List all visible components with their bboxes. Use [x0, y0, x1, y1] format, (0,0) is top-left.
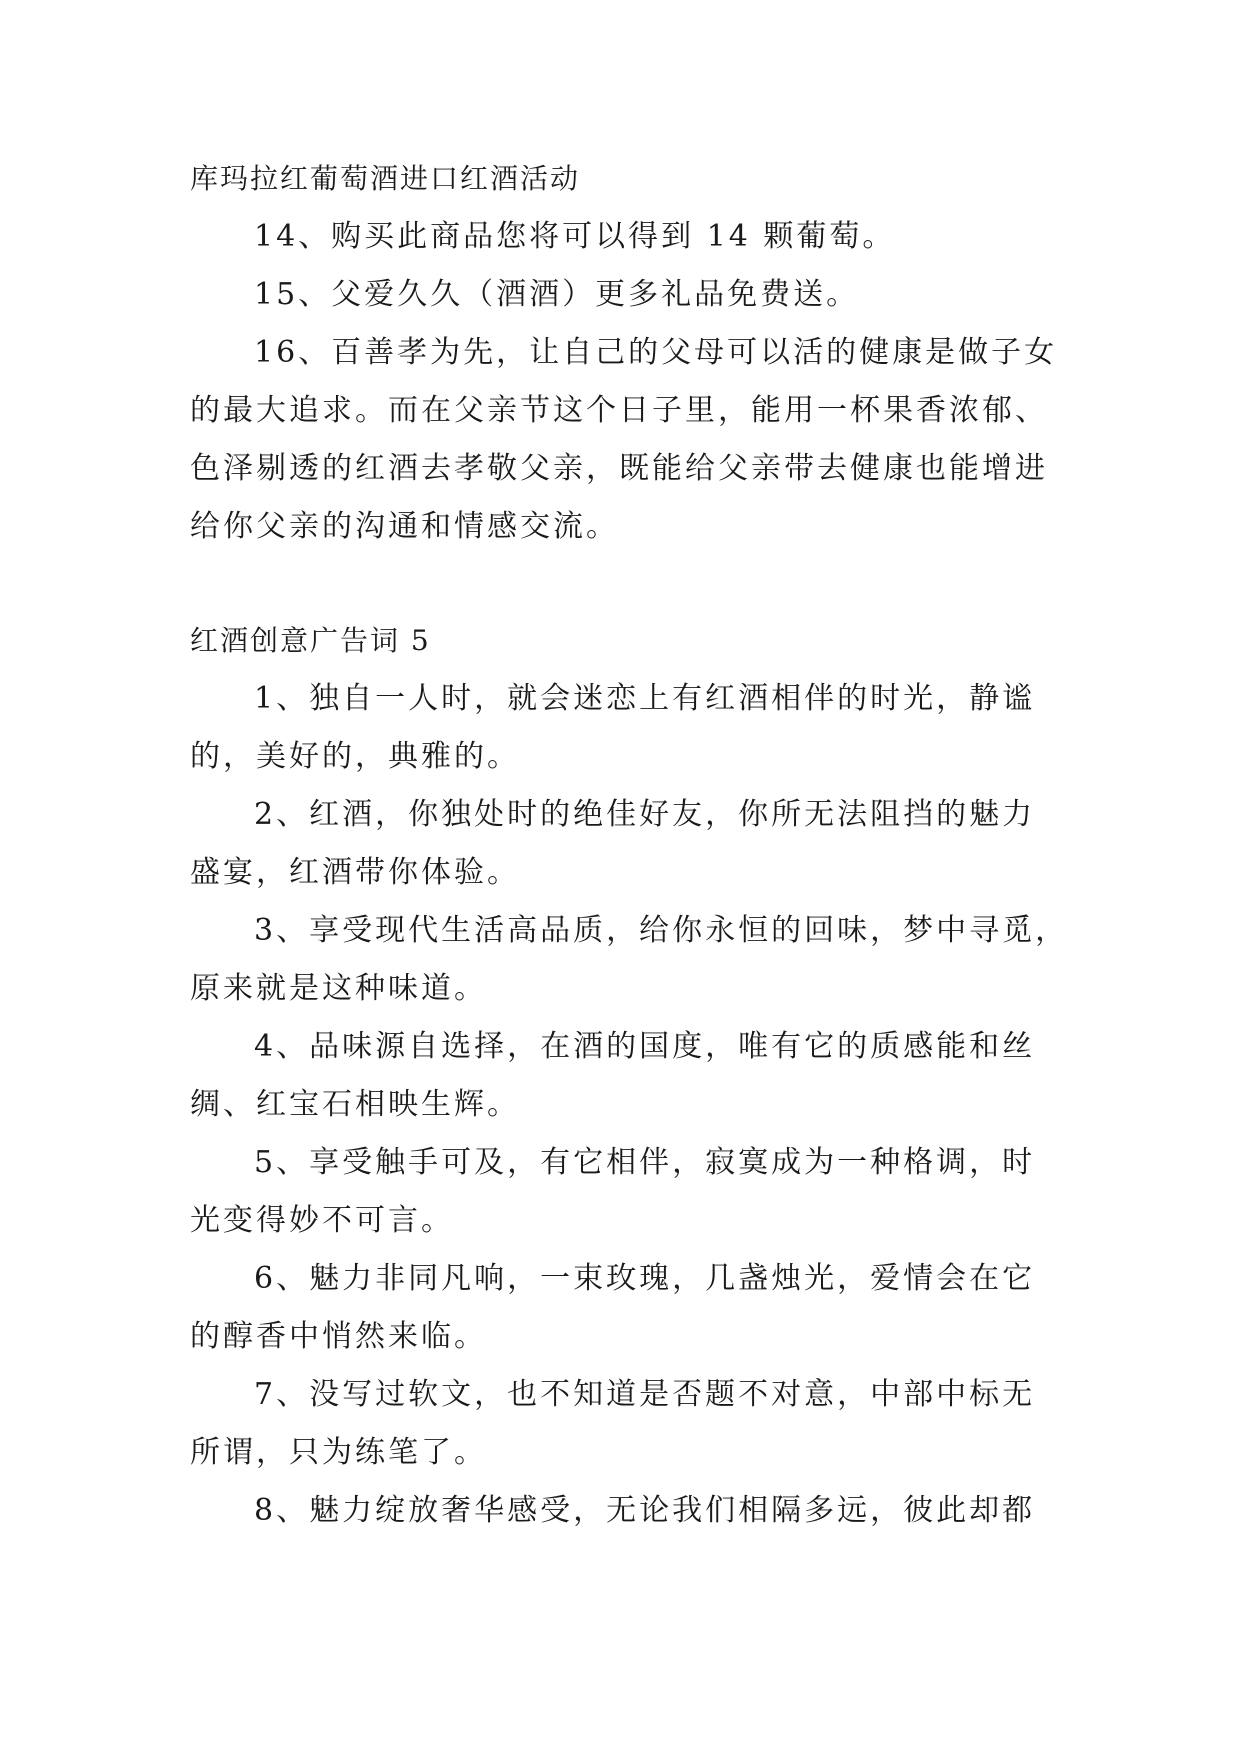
paragraph-line: 色泽剔透的红酒去孝敬父亲，既能给父亲带去健康也能增进 — [190, 451, 1048, 486]
list-item — [190, 786, 1050, 902]
list-item — [190, 1250, 1050, 1366]
paragraph-line: 3、享受现代生活高品质，给你永恒的回味，梦中寻觅， — [254, 913, 1069, 948]
list-item — [190, 1018, 1050, 1134]
section-title: 红酒创意广告词 5 — [190, 624, 431, 657]
paragraph-line: 盛宴，红酒带你体验。 — [190, 855, 520, 890]
paragraph-line: 的，美好的，典雅的。 — [190, 739, 520, 774]
list-item — [190, 1366, 1050, 1482]
list-item — [190, 208, 1050, 266]
paragraph-line: 给你父亲的沟通和情感交流。 — [190, 509, 619, 544]
list-item — [190, 1134, 1050, 1250]
list-item — [190, 670, 1050, 786]
paragraph-line: 的最大追求。而在父亲节这个日子里，能用一杯果香浓郁、 — [190, 393, 1048, 428]
list-item — [190, 902, 1069, 1018]
paragraph-line: 14、购买此商品您将可以得到 14 颗葡萄。 — [254, 219, 896, 254]
paragraph-line: 绸、红宝石相映生辉。 — [190, 1087, 520, 1122]
list-item — [190, 324, 1058, 556]
paragraph-line: 光变得妙不可言。 — [190, 1203, 454, 1238]
paragraph-line: 8、魅力绽放奢华感受，无论我们相隔多远，彼此却都 — [254, 1493, 1036, 1528]
document-page — [190, 150, 1069, 1540]
paragraph-line: 7、没写过软文，也不知道是否题不对意，中部中标无 — [254, 1377, 1036, 1412]
paragraph-line: 的醇香中悄然来临。 — [190, 1319, 487, 1354]
paragraph-line: 原来就是这种味道。 — [190, 971, 487, 1006]
paragraph-line: 15、父爱久久（酒酒）更多礼品免费送。 — [254, 277, 860, 312]
paragraph-line: 4、品味源自选择，在酒的国度，唯有它的质感能和丝 — [254, 1029, 1036, 1064]
section-spacer — [190, 556, 1050, 612]
paragraph-line: 5、享受触手可及，有它相伴，寂寞成为一种格调，时 — [254, 1145, 1036, 1180]
section-title: 库玛拉红葡萄酒进口红酒活动 — [190, 162, 581, 195]
list-item — [190, 266, 1050, 324]
list-item — [190, 1482, 1050, 1540]
paragraph-line: 16、百善孝为先，让自己的父母可以活的健康是做子女 — [254, 335, 1058, 370]
paragraph-line: 所谓，只为练笔了。 — [190, 1435, 487, 1470]
paragraph-line: 1、独自一人时，就会迷恋上有红酒相伴的时光，静谧 — [254, 681, 1036, 716]
paragraph-line: 2、红酒，你独处时的绝佳好友，你所无法阻挡的魅力 — [254, 797, 1036, 832]
paragraph-line: 6、魅力非同凡响，一束玫瑰，几盏烛光，爱情会在它 — [254, 1261, 1036, 1296]
